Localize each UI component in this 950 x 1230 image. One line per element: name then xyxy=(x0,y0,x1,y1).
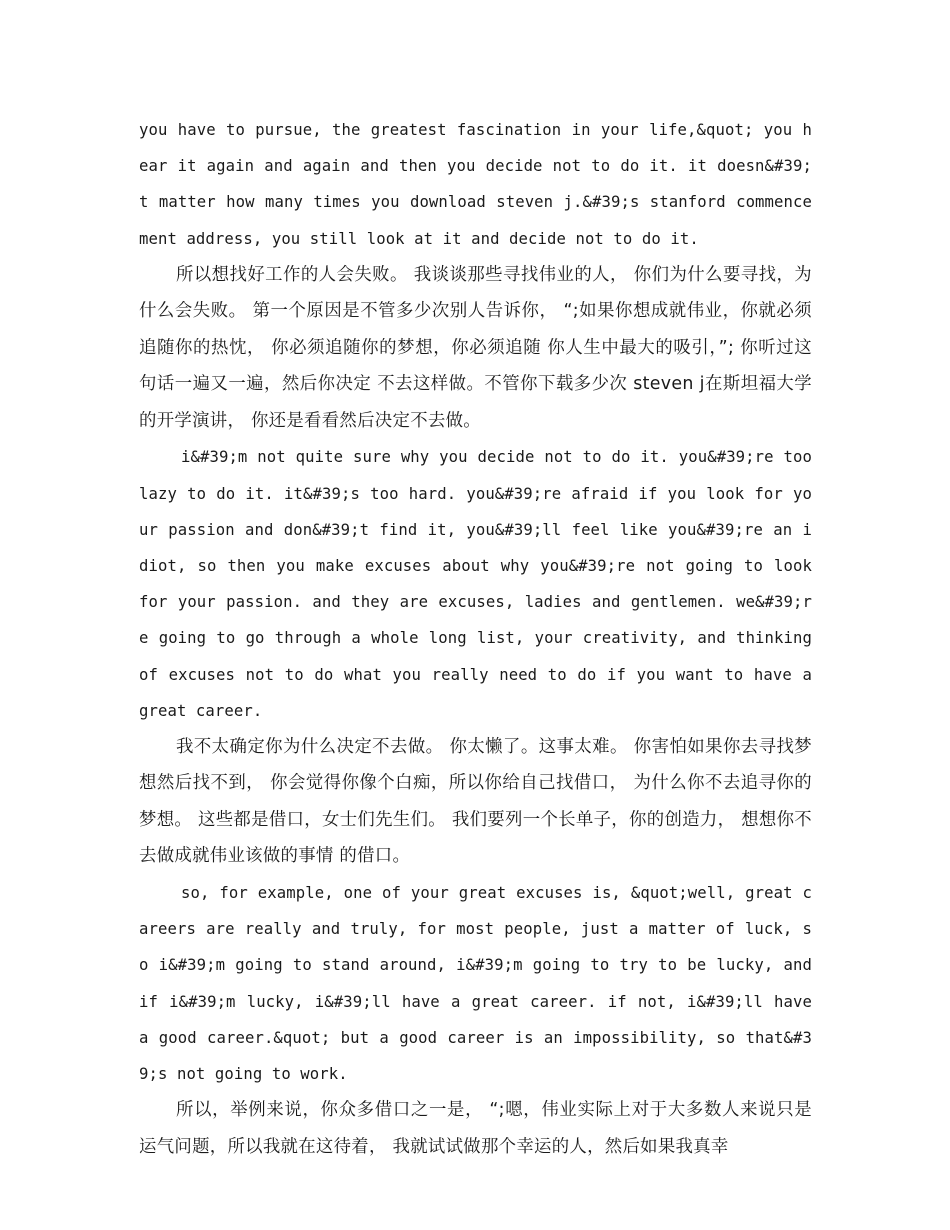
paragraph-english-3: so, for example, one of your great excuses is, &quot;well, great careers are really and truly, for most people, just a matter of luck, so i&#39;m going to stand around, i&#39;m going to try to be lucky, and if i&#39;m lucky, i&#39;ll have a great career. if not, i&#39;ll have a good career.&quot; but a good career is an impossibility, so that&#39;s not going to work. xyxy=(139,883,812,1083)
paragraph-english-2: i&#39;m not quite sure why you decide not to do it. you&#39;re too lazy to do it. it&#39;s too hard. you&#39;re afraid if you look for your passion and don&#39;t find it, you&#39;ll feel like you&#39;re an idiot, so then you make excuses about why you&#39;re not going to look for your passion. and they are excuses, ladies and gentlemen. we&#39;re going to go through a whole long list, your creativity, and thinking of excuses not to do what you really need to do if you want to have a great career. xyxy=(139,448,812,720)
paragraph-chinese-2: 我不太确定你为什么决定不去做。 你太懒了。这事太难。 你害怕如果你去寻找梦想然后找不到， 你会觉得你像个白痴，所以你给自己找借口， 为什么你不去追寻你的梦想。 这些都是借口，女士们先生们。 我们要列一个长单子，你的创造力， 想想你不去做成就伟业该做的事情 的借口。 xyxy=(139,736,812,867)
paragraph-chinese-3: 所以，举例来说，你众多借口之一是， “;嗯，伟业实际上对于大多数人来说只是运气问题，所以我就在这待着， 我就试试做那个幸运的人，然后如果我真幸 xyxy=(139,1100,812,1157)
paragraph-english-1: you have to pursue, the greatest fascination in your life,&quot; you hear it again and again and then you decide not to do it. it doesn&#39;t matter how many times you download steven j.&#39;s stanford commencement address, you still look at it and decide not to do it. xyxy=(139,121,812,248)
document-page xyxy=(139,112,812,1165)
paragraph-chinese-1: 所以想找好工作的人会失败。 我谈谈那些寻找伟业的人， 你们为什么要寻找，为什么会失败。 第一个原因是不管多少次别人告诉你， “;如果你想成就伟业，你就必须追随你的热忱， 你必须追随你的梦想，你必须追随 你人生中最大的吸引，”; 你听过这句话一遍又一遍，然后你决定 不去这样做。不管你下载多少次 steven j在斯坦福大学的开学演讲， 你还是看看然后决定不去做。 xyxy=(139,264,812,431)
